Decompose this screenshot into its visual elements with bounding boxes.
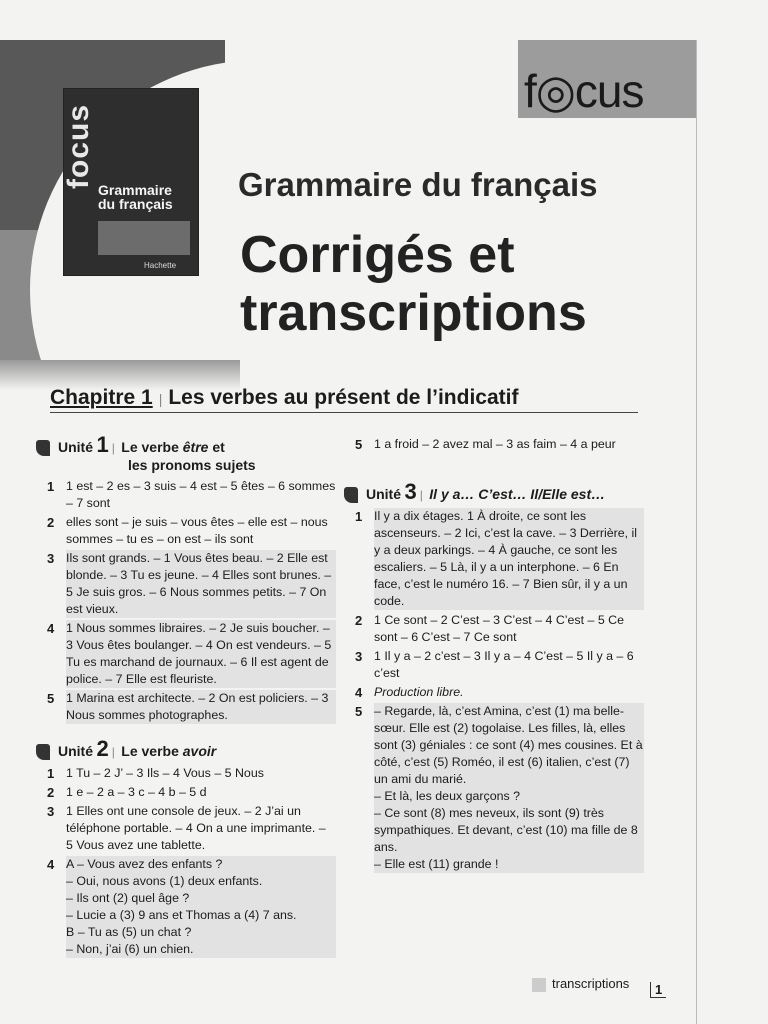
exercise-text: 1 est – 2 es – 3 suis – 4 est – 5 êtes – 6 sommes – 7 sont bbox=[66, 479, 336, 510]
exercise-text: Production libre. bbox=[374, 685, 464, 699]
unit-name: Il y a… C’est… Il/Elle est… bbox=[429, 486, 606, 502]
exercise-item bbox=[36, 478, 336, 512]
unit-name bbox=[121, 439, 225, 455]
exercise-number: 4 bbox=[47, 857, 55, 872]
unit-name-verb: avoir bbox=[182, 743, 217, 759]
chapter-heading bbox=[50, 386, 638, 413]
unit-separator: | bbox=[111, 745, 115, 759]
exercise-item bbox=[344, 648, 644, 682]
focus-logo: f◎cus bbox=[524, 65, 644, 117]
exercise-item bbox=[36, 856, 336, 958]
book-publisher: Hachette bbox=[144, 261, 177, 270]
right-column bbox=[344, 436, 644, 875]
dialogue-line: – Ce sont (8) mes neveux, ils sont (9) très sympathiques. Et devant, c’est (10) ma fille de 8 ans. bbox=[374, 806, 638, 854]
unit-2-heading bbox=[36, 736, 336, 761]
exercise-item bbox=[36, 803, 336, 854]
main-title-line2: transcriptions bbox=[240, 284, 587, 342]
unit-name-part: Le verbe bbox=[121, 743, 183, 759]
dialogue-line: – Regarde, là, c’est Amina, c’est (1) ma belle-sœur. Elle est (2) togolaise. Les filles, là, elles sont (3) géniales : ce sont (4) mes cousines. Et à côté, c’est (5) Roméo, il est (6) italien, c’est (7) un ami du marié. bbox=[374, 704, 643, 786]
unit-label: Unité bbox=[58, 439, 93, 455]
chapter-number: Chapitre 1 bbox=[50, 386, 153, 409]
exercise-text: Il y a dix étages. 1 À droite, ce sont les ascenseurs. – 2 Ici, c’est la cave. – 3 Derrière, il y a deux parkings. – 4 À gauche, ce sont les escaliers. – 5 Là, il y a un interphone. – 6 En face, c’est le numéro 16. – 7 Bien sûr, il y a un code. bbox=[374, 508, 644, 610]
exercise-number: 2 bbox=[355, 613, 363, 628]
exercise-item bbox=[36, 690, 336, 724]
book-spine-logo: focus bbox=[62, 103, 95, 189]
page-edge-line bbox=[696, 40, 697, 1024]
footer-label bbox=[532, 976, 629, 992]
exercise-number: 5 bbox=[47, 691, 55, 706]
exercise-text: 1 Marina est architecte. – 2 On est policiers. – 3 Nous sommes photographes. bbox=[66, 690, 336, 724]
exercise-item bbox=[36, 550, 336, 618]
footer-label-text: transcriptions bbox=[552, 976, 630, 991]
exercise-text: 1 e – 2 a – 3 c – 4 b – 5 d bbox=[66, 785, 207, 799]
exercise-item bbox=[36, 784, 336, 801]
dialogue-line: B – Tu as (5) un chat ? bbox=[66, 925, 192, 939]
exercise-item bbox=[36, 765, 336, 782]
unit-name-line2: les pronoms sujets bbox=[128, 457, 256, 473]
dialogue-line: – Lucie a (3) 9 ans et Thomas a (4) 7 ans. bbox=[66, 908, 297, 922]
exercise-number: 2 bbox=[47, 785, 55, 800]
exercise-text: 1 Ce sont – 2 C’est – 3 C’est – 4 C’est – 5 Ce sont – 6 C’est – 7 Ce sont bbox=[374, 613, 625, 644]
exercise-number: 4 bbox=[355, 685, 363, 700]
exercise-text: elles sont – je suis – vous êtes – elle est – nous sommes – tu es – on est – ils sont bbox=[66, 515, 328, 546]
unit-1-heading bbox=[36, 432, 336, 474]
dialogue-text bbox=[374, 703, 644, 873]
exercise-text: 1 a froid – 2 avez mal – 3 as faim – 4 a peur bbox=[374, 437, 616, 451]
unit-3-heading bbox=[344, 479, 644, 504]
main-title-line1: Corrigés et bbox=[240, 226, 515, 284]
exercise-item bbox=[344, 703, 644, 873]
left-column bbox=[36, 432, 336, 960]
unit-label: Unité bbox=[366, 486, 401, 502]
exercise-item bbox=[36, 514, 336, 548]
exercise-text: 1 Elles ont une console de jeux. – 2 J’ai un téléphone portable. – 4 On a une imprimante. – 5 Vous avez une tablette. bbox=[66, 804, 326, 852]
exercise-item bbox=[344, 508, 644, 610]
unit-name-part: et bbox=[208, 439, 225, 455]
exercise-item bbox=[344, 612, 644, 646]
bookmark-icon bbox=[36, 744, 50, 760]
dialogue-line: – Non, j’ai (6) un chien. bbox=[66, 942, 194, 956]
unit-number: 3 bbox=[404, 479, 417, 504]
chapter-separator: | bbox=[158, 391, 163, 407]
exercise-number: 2 bbox=[47, 515, 55, 530]
book-title bbox=[98, 183, 173, 211]
dialogue-line: A – Vous avez des enfants ? bbox=[66, 857, 223, 871]
bookmark-icon bbox=[36, 440, 50, 456]
book-title-line1: Grammaire bbox=[98, 182, 172, 198]
dialogue-line: – Ils ont (2) quel âge ? bbox=[66, 891, 190, 905]
exercise-number: 1 bbox=[47, 479, 55, 494]
book-cover-photo bbox=[98, 221, 190, 255]
unit-name-part: Le verbe bbox=[121, 439, 183, 455]
exercise-number: 3 bbox=[47, 804, 55, 819]
unit-number: 2 bbox=[96, 736, 109, 761]
book-title-heading: Grammaire du français bbox=[238, 166, 598, 203]
dialogue-line: – Oui, nous avons (1) deux enfants. bbox=[66, 874, 263, 888]
exercise-number: 5 bbox=[355, 704, 363, 719]
unit-separator: | bbox=[419, 488, 423, 502]
dialogue-line: – Et là, les deux garçons ? bbox=[374, 789, 521, 803]
unit-label: Unité bbox=[58, 743, 93, 759]
exercise-number: 5 bbox=[355, 437, 363, 452]
exercise-text: Ils sont grands. – 1 Vous êtes beau. – 2 Elle est blonde. – 3 Tu es jeune. – 4 Elles sont brunes. – 5 Je suis gros. – 6 Nous sommes petits. – 7 On est vieux. bbox=[66, 550, 336, 618]
unit-number: 1 bbox=[96, 432, 109, 457]
exercise-item bbox=[344, 684, 644, 701]
exercise-text: 1 Tu – 2 J’ – 3 Ils – 4 Vous – 5 Nous bbox=[66, 766, 264, 780]
exercise-item bbox=[344, 436, 644, 453]
exercise-number: 1 bbox=[355, 509, 363, 524]
bookmark-icon bbox=[344, 487, 358, 503]
unit-name bbox=[121, 743, 216, 759]
main-title bbox=[240, 226, 587, 342]
footer-square-icon bbox=[532, 978, 546, 992]
chapter-name: Les verbes au présent de l’indicatif bbox=[168, 386, 519, 409]
exercise-number: 3 bbox=[47, 551, 55, 566]
dialogue-line: – Elle est (11) grande ! bbox=[374, 857, 499, 871]
exercise-number: 3 bbox=[355, 649, 363, 664]
exercise-text: 1 Il y a – 2 c’est – 3 Il y a – 4 C’est – 5 Il y a – 6 c’est bbox=[374, 649, 634, 680]
exercise-number: 4 bbox=[47, 621, 55, 636]
dialogue-text bbox=[66, 856, 336, 958]
exercise-item bbox=[36, 620, 336, 688]
exercise-number: 1 bbox=[47, 766, 55, 781]
unit-separator: | bbox=[111, 441, 115, 455]
page-number: 1 bbox=[650, 982, 666, 998]
exercise-text: 1 Nous sommes libraires. – 2 Je suis boucher. – 3 Vous êtes boulanger. – 4 On est vendeurs. – 5 Tu es marchand de journaux. – 6 Il est agent de police. – 7 Elle est fleuriste. bbox=[66, 620, 336, 688]
unit-name-verb: être bbox=[182, 439, 209, 455]
book-cover-image bbox=[63, 88, 199, 276]
book-title-line2: du français bbox=[98, 196, 173, 212]
